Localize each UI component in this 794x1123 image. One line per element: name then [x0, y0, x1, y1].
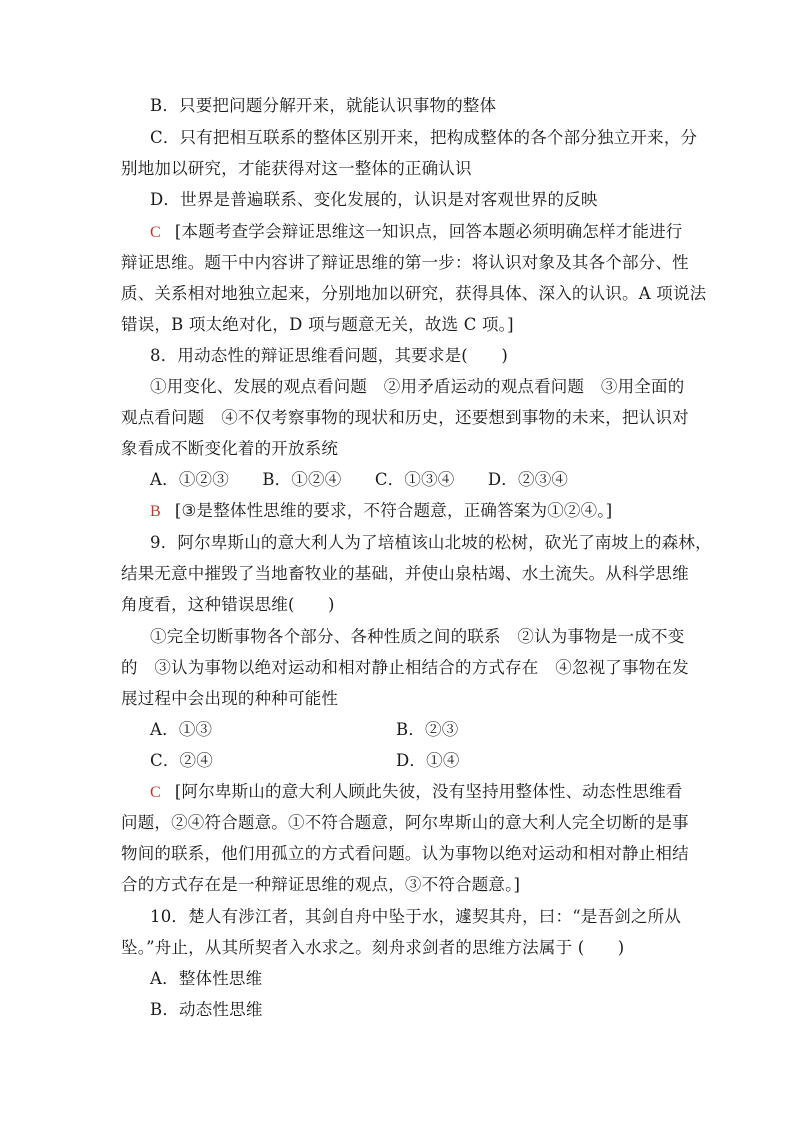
question-10-line-2: 坠。”舟止，从其所契者入水求之。刻舟求剑者的思维方法属于 ( ) — [121, 938, 625, 957]
answer-7-line-3: 质、关系相对地独立起来，分别地加以研究，获得具体、深入的认识。A 项说法 — [121, 284, 707, 303]
question-9-line-3: 角度看，这种错误思维( ) — [121, 595, 335, 614]
question-9-options-row-2 — [150, 750, 710, 772]
answer-8-line — [150, 500, 710, 523]
question-8-statement-1: ①用变化、发展的观点看问题 ②用矛盾运动的观点看问题 ③用全面的 — [150, 377, 685, 396]
option-d-text: D．世界是普遍联系、变化发展的，认识是对客观世界的反映 — [150, 190, 598, 209]
option-b-text: B．只要把问题分解开来，就能认识事物的整体 — [150, 96, 497, 115]
question-8-statement-3: 象看成不断变化着的开放系统 — [121, 439, 339, 458]
question-10-option-b: B．动态性思维 — [150, 1000, 263, 1019]
question-9-option-a: A．①③ — [150, 720, 213, 739]
answer-8-letter: B — [150, 503, 161, 520]
question-8: 8．用动态性的辩证思维看问题，其要求是( ) — [150, 346, 508, 365]
question-8-options: A．①②③ B．①②④ C．①③④ D．②③④ — [150, 470, 569, 489]
option-c-text-cont: 别地加以研究，才能获得对这一整体的正确认识 — [121, 159, 472, 178]
option-c-text: C．只有把相互联系的整体区别开来，把构成整体的各个部分独立开来，分 — [150, 128, 698, 147]
answer-9-text: [阿尔卑斯山的意大利人顾此失彼，没有坚持用整体性、动态性思维看 — [174, 782, 683, 801]
question-9-line-1: 9．阿尔卑斯山的意大利人为了培植该山北坡的松树，砍光了南坡上的森林， — [150, 533, 712, 552]
answer-9-line-2: 问题，②④符合题意。①不符合题意，阿尔卑斯山的意大利人完全切断的是事 — [121, 813, 689, 832]
question-9-statement-3: 展过程中会出现的种种可能性 — [121, 689, 339, 708]
question-9-statement-2: 的 ③认为事物以绝对运动和相对静止相结合的方式存在 ④忽视了事物在发 — [121, 658, 689, 677]
question-9-options-row-1 — [150, 719, 710, 741]
question-9-option-d: D．①④ — [396, 751, 460, 770]
answer-7-letter: C — [150, 224, 161, 241]
answer-9-line-1 — [150, 781, 710, 804]
question-10-option-a: A．整体性思维 — [150, 969, 263, 988]
question-10-line-1: 10．楚人有涉江者，其剑自舟中坠于水，遽契其舟，曰：“是吾剑之所从 — [150, 907, 682, 926]
answer-9-line-3: 物间的联系，他们用孤立的方式看问题。认为事物以绝对运动和相对静止相结 — [121, 844, 689, 863]
question-9-option-c: C．②④ — [150, 751, 213, 770]
question-8-statement-2: 观点看问题 ④不仅考察事物的现状和历史，还要想到事物的未来，把认识对 — [121, 408, 689, 427]
answer-7-line-1 — [150, 221, 710, 244]
answer-9-line-4: 合的方式存在是一种辩证思维的观点，③不符合题意。] — [121, 875, 521, 894]
answer-7-line-2: 辩证思维。题干中内容讲了辩证思维的第一步：将认识对象及其各个部分、性 — [121, 253, 689, 272]
question-9-line-2: 结果无意中摧毁了当地畜牧业的基础，并使山泉枯竭、水土流失。从科学思维 — [121, 564, 689, 583]
question-9-statement-1: ①完全切断事物各个部分、各种性质之间的联系 ②认为事物是一成不变 — [150, 627, 685, 646]
answer-7-line-4: 错误，B 项太绝对化，D 项与题意无关，故选 C 项。] — [121, 315, 514, 334]
answer-7-text: [本题考查学会辩证思维这一知识点，回答本题必须明确怎样才能进行 — [174, 222, 683, 241]
answer-8-text: [③是整体性思维的要求，不符合题意，正确答案为①②④。] — [174, 501, 613, 520]
answer-9-letter: C — [150, 784, 161, 801]
question-9-option-b: B．②③ — [396, 720, 459, 739]
